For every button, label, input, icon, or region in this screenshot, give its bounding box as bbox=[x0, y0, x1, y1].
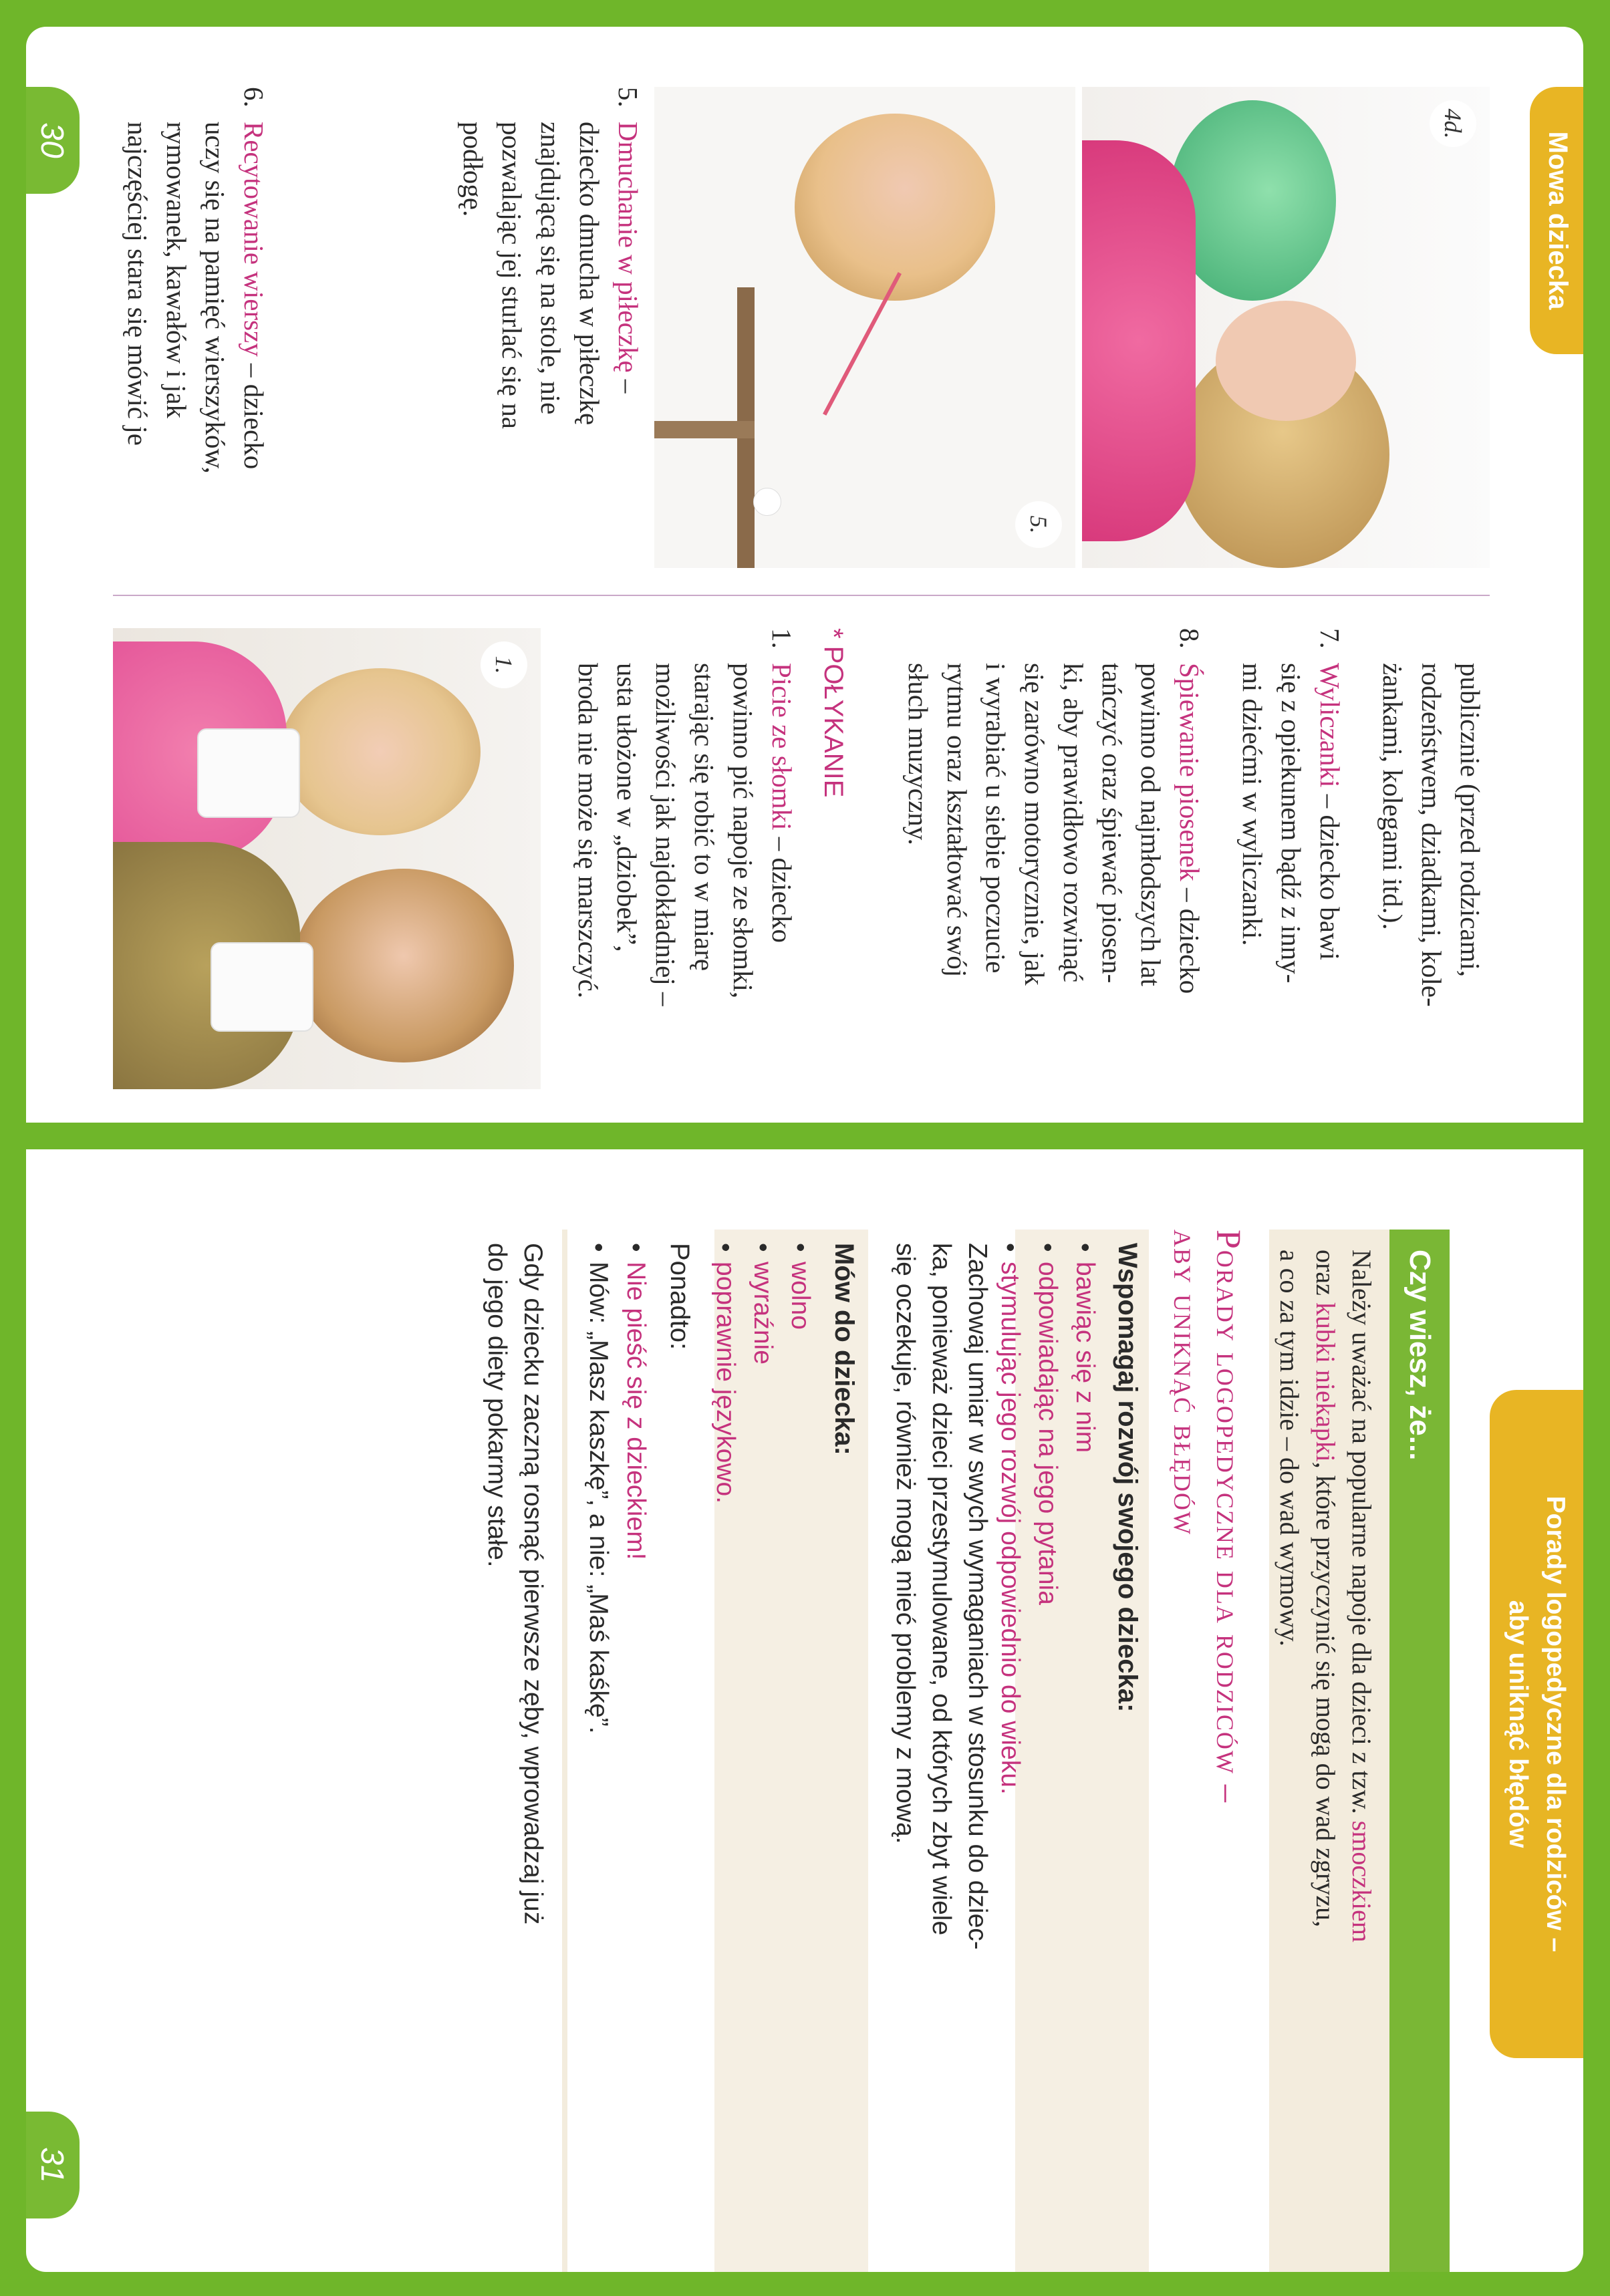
item-6: 6.Recytowanie wierszy – dziecko uczy się na pamięć wierszyków, rymowanek, kawałów i jak najczęściej stara się mówić je bbox=[118, 87, 273, 568]
item-1-line: powinno pić napoje ze słomki, bbox=[728, 663, 759, 999]
item-6-line: rymowanek, kawałów i jak bbox=[161, 122, 192, 419]
left-page bbox=[26, 27, 1583, 1123]
support-item-text: bawiąc się z nim bbox=[1071, 1262, 1099, 1453]
mug-right bbox=[211, 942, 313, 1032]
speak-section bbox=[711, 1230, 868, 2272]
item-5: 5.Dmuchanie w piłeczkę – dziecko dmucha w piłeczkę znajdującą się na stole, nie pozwalając jej sturlać się na podłogę. bbox=[454, 87, 648, 568]
speak-item-text: wyraźnie bbox=[749, 1262, 777, 1365]
item-8-line: ki, aby prawidłowo rozwinąć bbox=[1058, 663, 1089, 983]
right-header-tab bbox=[1490, 1390, 1583, 2058]
speak-item-text: wolno bbox=[786, 1262, 815, 1330]
header-line: Porady logopedyczne dla rodziców – bbox=[1541, 1495, 1570, 1953]
girl-head-shape bbox=[795, 114, 995, 301]
item-6-num: 6. bbox=[239, 87, 269, 108]
item-8-term: Śpiewanie piosenek bbox=[1174, 663, 1205, 881]
speak-item: •poprawnie językowo. bbox=[711, 1243, 740, 1504]
support-item: •stymulując jego rozwój odpowiednio do wieku. bbox=[996, 1243, 1025, 1795]
item-8-line: powinno od najmłodszych lat bbox=[1135, 663, 1166, 986]
item-5-num: 5. bbox=[613, 87, 644, 108]
info-line-1 bbox=[1343, 1250, 1379, 2265]
para-line: Zachowaj umiar w swych wymaganiach w stosunku do dziec- bbox=[963, 1243, 992, 1950]
para-line: ka, ponieważ dzieci przestymulowane, od których zbyt wiele bbox=[927, 1243, 956, 1936]
photo-5 bbox=[654, 87, 1075, 568]
column-divider bbox=[113, 595, 1490, 596]
support-item-text: stymulując jego rozwój odpowiednio do wieku. bbox=[996, 1262, 1025, 1795]
paragraph-teeth bbox=[479, 1243, 551, 2259]
item-7-num: 7. bbox=[1315, 628, 1345, 649]
ping-pong-ball bbox=[753, 488, 781, 516]
item-7-rest: – dziecko bawi bbox=[1315, 787, 1345, 960]
item-5-line: podłogę. bbox=[458, 122, 489, 217]
para-line: się oczekuje, również mogą mieć problemy z mową. bbox=[891, 1243, 920, 1844]
mug-left bbox=[197, 728, 300, 818]
item-1-line: możliwości jak najdokładniej – bbox=[650, 663, 681, 1006]
also-heading: Ponadto: bbox=[665, 1243, 694, 1350]
item-1-line: broda nie może się marszczyć. bbox=[573, 663, 603, 999]
info-box bbox=[1269, 1230, 1450, 2272]
photo-label-5: 5. bbox=[1015, 501, 1062, 548]
photo-1 bbox=[113, 628, 541, 1089]
also-item: •Mów: „Masz kaszkę”, a nie: „Maś kaśkę”. bbox=[584, 1243, 613, 1734]
also-list bbox=[579, 1243, 654, 1734]
support-item-text: odpowiadając na jego pytania bbox=[1033, 1262, 1062, 1605]
item-1-line: starając się robić to w miarę bbox=[689, 663, 720, 972]
item-1-line: usta ułożone w „dziobek”, bbox=[612, 663, 642, 952]
info-text: oraz bbox=[1311, 1250, 1341, 1302]
also-item-text: Mów: „Masz kaszkę”, a nie: „Maś kaśkę”. bbox=[584, 1262, 613, 1734]
item-7 bbox=[1233, 628, 1349, 1096]
support-list bbox=[991, 1243, 1103, 1795]
item-7-term: Wyliczanki bbox=[1315, 663, 1345, 788]
item-5-term: Dmuchanie w piłeczkę bbox=[613, 122, 644, 373]
info-box-title: Czy wiesz, że... bbox=[1389, 1230, 1450, 2272]
speak-item: •wyraźnie bbox=[749, 1243, 777, 1365]
info-line-3 bbox=[1271, 1250, 1307, 2265]
speak-item: •wolno bbox=[786, 1243, 815, 1330]
title-line-2: aby uniknąć błędów bbox=[1166, 1230, 1204, 1536]
item-8-line: i wyrabiać u siebie poczucie bbox=[980, 663, 1011, 974]
item-8-line: rytmu oraz kształtować swój bbox=[942, 663, 972, 978]
item-8-num: 8. bbox=[1174, 628, 1205, 649]
photo-label-1: 1. bbox=[481, 641, 527, 688]
item-5-line: dziecko dmucha w piłeczkę bbox=[574, 122, 605, 426]
item-8-line: słuch muzyczny. bbox=[903, 663, 934, 845]
item-6-continued bbox=[1373, 628, 1490, 1096]
girl-face-shape bbox=[1216, 301, 1356, 421]
item-8-line: się zarówno motorycznie, jak bbox=[1019, 663, 1050, 986]
photo-label-4d: 4d. bbox=[1430, 100, 1476, 147]
girl-left-head bbox=[280, 668, 481, 835]
paragraph-moderation bbox=[887, 1243, 995, 2259]
support-item: •odpowiadając na jego pytania bbox=[1033, 1243, 1062, 1605]
item-5-line: pozwalając jej sturlać się na bbox=[497, 122, 527, 429]
title-line-1: Porady logopedyczne dla rodziców – bbox=[1209, 1230, 1247, 1804]
info-highlight: smoczkiem bbox=[1347, 1820, 1377, 1943]
item-5-line: znajdującą się na stole, nie bbox=[535, 122, 566, 415]
item-6-line: uczy się na pamięć wierszyków, bbox=[200, 122, 231, 474]
info-text: a co za tym idzie – do wad wymowy. bbox=[1274, 1250, 1305, 1646]
para-line: Gdy dziecku zaczną rosnąć pierwsze zęby, wprowadzaj już bbox=[519, 1243, 547, 1925]
info-highlight: kubki niekapki bbox=[1311, 1302, 1341, 1462]
support-section bbox=[996, 1230, 1149, 2272]
info-text: , które przyczynić się mogą do wad zgryzu, bbox=[1311, 1461, 1341, 1928]
section-title bbox=[1164, 1230, 1249, 1804]
info-box-text bbox=[1271, 1250, 1379, 2265]
header-line: aby uniknąć błędów bbox=[1504, 1600, 1532, 1848]
girl-right-head bbox=[293, 869, 514, 1062]
photo-4d bbox=[1082, 87, 1490, 568]
page-number-31: 31 bbox=[26, 2112, 80, 2218]
item-7-line: mi dziećmi w wyliczanki. bbox=[1237, 663, 1268, 946]
item-6-line: najczęściej stara się mówić je bbox=[122, 122, 153, 446]
also-item-pink: Nie pieść się z dzieckiem! bbox=[622, 1262, 650, 1560]
speak-heading: Mów do dziecka: bbox=[829, 1243, 859, 1455]
continued-line: żankami, kolegami itd.). bbox=[1377, 663, 1408, 930]
support-heading: Wspomagaj rozwój swojego dziecka: bbox=[1113, 1243, 1142, 1713]
continued-line: rodzeństwem, dziadkami, kole- bbox=[1416, 663, 1447, 1007]
also-item: •Nie pieść się z dzieckiem! bbox=[622, 1243, 650, 1560]
info-text: Należy uważać na popularne napoje dla dzieci z tzw. bbox=[1347, 1250, 1377, 1821]
page-number-30: 30 bbox=[26, 87, 80, 194]
speak-item-text: poprawnie językowo. bbox=[711, 1262, 740, 1504]
item-1-num: 1. bbox=[767, 628, 797, 649]
section-heading-polykanie: * POŁYKANIE bbox=[819, 628, 848, 798]
item-6-term: Recytowanie wierszy bbox=[239, 122, 269, 357]
para-line: do jego diety pokarmy stałe. bbox=[483, 1243, 511, 1568]
item-8-rest: – dziecko bbox=[1174, 881, 1205, 994]
item-1 bbox=[569, 628, 801, 1096]
item-8 bbox=[899, 628, 1209, 1096]
item-8-line: tańczyć oraz śpiewać piosen- bbox=[1097, 663, 1127, 984]
speak-list bbox=[706, 1243, 819, 1503]
item-7-line: się z opiekunem bądź z inny- bbox=[1276, 663, 1307, 984]
right-page bbox=[26, 1149, 1583, 2272]
pink-shirt-shape bbox=[1082, 140, 1196, 541]
item-1-term: Picie ze słomki bbox=[767, 663, 797, 831]
left-header-tab: Mowa dziecka bbox=[1530, 87, 1583, 354]
separator bbox=[562, 1230, 567, 2272]
table-leg bbox=[654, 421, 755, 438]
support-item: •bawiąc się z nim bbox=[1071, 1243, 1099, 1453]
continued-line: publicznie (przed rodzicami, bbox=[1455, 663, 1486, 978]
item-1-rest: – dziecko bbox=[767, 830, 797, 943]
info-line-2 bbox=[1307, 1250, 1343, 2265]
